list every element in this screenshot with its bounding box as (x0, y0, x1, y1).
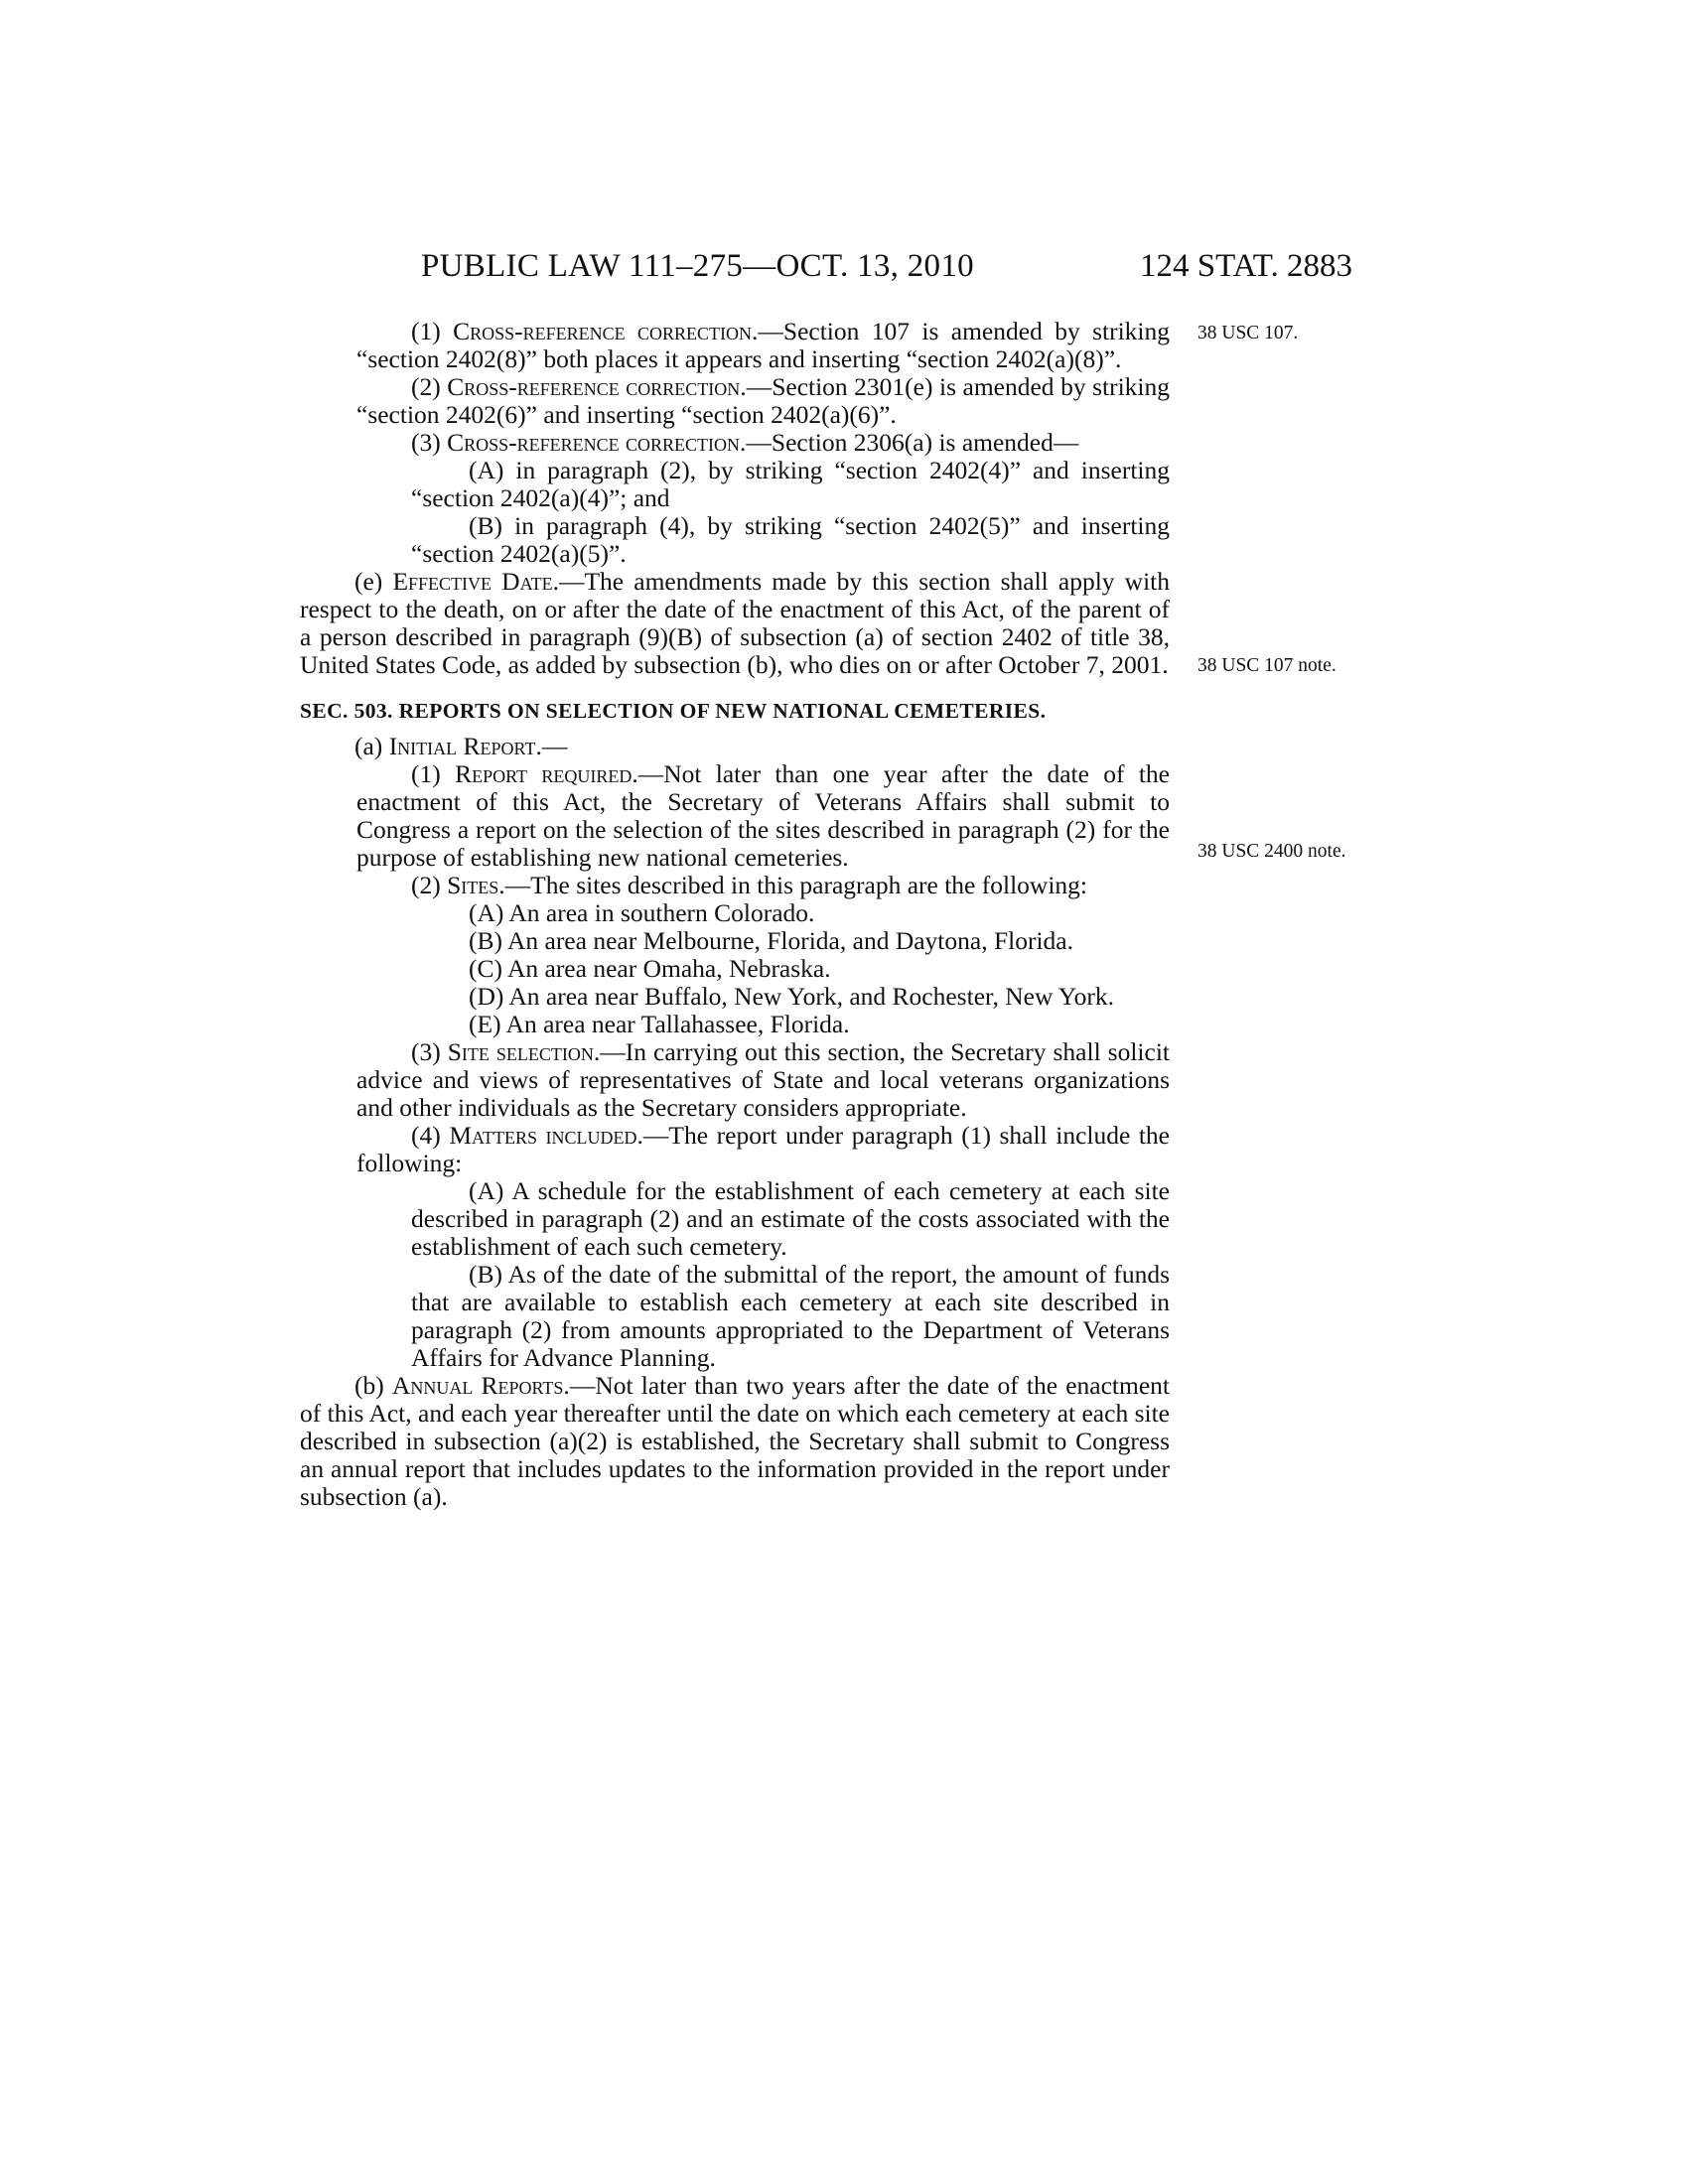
subparagraph-d3B: (B) in paragraph (4), by striking “section 2402(5)” and inserting “section 2402(a)(5)”. (411, 511, 1170, 568)
subparagraph-a2B: (B) An area near Melbourne, Florida, and Daytona, Florida. (469, 926, 1073, 955)
margin-note-38-usc-107: 38 USC 107. (1197, 323, 1299, 343)
paragraph-heading: Cross-reference correction. (453, 317, 759, 345)
paragraph-d2: (2) Cross-reference correction.—Section 2301(e) is amended by striking “section 2402(6)” and inserting “section 2402(a)(6)”. (356, 372, 1170, 429)
subparagraph-a2A: (A) An area in southern Colorado. (469, 898, 815, 927)
paragraph-d1: (1) Cross-reference correction.—Section 107 is amended by striking “section 2402(8)” both places it appears and inserting “section 2402(a)(8)”. (356, 317, 1170, 373)
subparagraph-a2E: (E) An area near Tallahassee, Florida. (469, 1010, 850, 1038)
paragraph-a1: (1) Report required.—Not later than one year after the date of the enactment of this Act, the Secretary of Veterans Affairs shall submit to Congress a report on the selection of the sites described in paragraph (2) for the purpose of establishing new national cemeteries. (356, 759, 1170, 872)
paragraph-b-annual-reports: (b) Annual Reports.—Not later than two years after the date of the enactment of this Act, and each year thereafter until the date on which each cemetery at each site described in subsection (a)(2) is established, the Secretary shall submit to Congress an annual report that includes updates to the information provided in the report under subsection (a). (300, 1371, 1170, 1511)
paragraph-heading: Sites. (447, 871, 505, 899)
paragraph-heading: Matters included. (449, 1121, 643, 1150)
paragraph-a2: (2) Sites.—The sites described in this paragraph are the following: (411, 871, 1087, 899)
paragraph-heading: Site selection. (447, 1037, 601, 1066)
margin-note-38-usc-2400-note: 38 USC 2400 note. (1197, 841, 1346, 862)
paragraph-heading: Initial Report. (388, 732, 542, 760)
paragraph-a3: (3) Site selection.—In carrying out this section, the Secretary shall solicit advice and views of representatives of State and local veterans organizations and other individuals as the Secretary considers appropriate. (356, 1037, 1171, 1122)
paragraph-d3: (3) Cross-reference correction.—Section 2306(a) is amended— (411, 428, 1079, 457)
subparagraph-d3A: (A) in paragraph (2), by striking “section 2402(4)” and inserting “section 2402(a)(4)”; and (411, 456, 1170, 512)
paragraph-heading: Annual Reports. (391, 1371, 570, 1400)
running-header-page-number: 124 STAT. 2883 (1140, 248, 1353, 284)
margin-note-38-usc-107-note: 38 USC 107 note. (1197, 655, 1336, 676)
section-heading: SEC. 503. REPORTS ON SELECTION OF NEW NATIONAL CEMETERIES. (300, 699, 1047, 723)
body-text (300, 318, 1170, 1511)
subparagraph-a4B: (B) As of the date of the submittal of the report, the amount of funds that are available to establish each cemetery at each site described in paragraph (2) from amounts appropriated to the Department of Veterans Affairs for Advance Planning. (411, 1260, 1170, 1372)
paragraph-heading: Report required. (455, 759, 638, 788)
paragraph-heading: Effective Date. (392, 567, 559, 596)
running-header-title: PUBLIC LAW 111–275—OCT. 13, 2010 (421, 248, 974, 284)
paragraph-heading: Cross-reference correction. (447, 428, 747, 457)
paragraph-a4: (4) Matters included.—The report under paragraph (1) shall include the following: (356, 1121, 1171, 1177)
subparagraph-a2C: (C) An area near Omaha, Nebraska. (469, 954, 831, 983)
subparagraph-a2D: (D) An area near Buffalo, New York, and Rochester, New York. (469, 982, 1115, 1011)
paragraph-a-initial-report: (a) Initial Report.— (354, 732, 568, 760)
paragraph-e-effective-date: (e) Effective Date.—The amendments made by this section shall apply with respect to the death, on or after the date of the enactment of this Act, of the parent of a person described in paragraph (9)(B) of subsection (a) of section 2402 of title 38, United States Code, as added by subsection (b), who dies on or after October 7, 2001. (300, 567, 1171, 679)
subparagraph-a4A: (A) A schedule for the establishment of each cemetery at each site described in paragraph (2) and an estimate of the costs associated with the establishment of each such cemetery. (411, 1176, 1170, 1261)
paragraph-heading: Cross-reference correction. (447, 372, 747, 401)
